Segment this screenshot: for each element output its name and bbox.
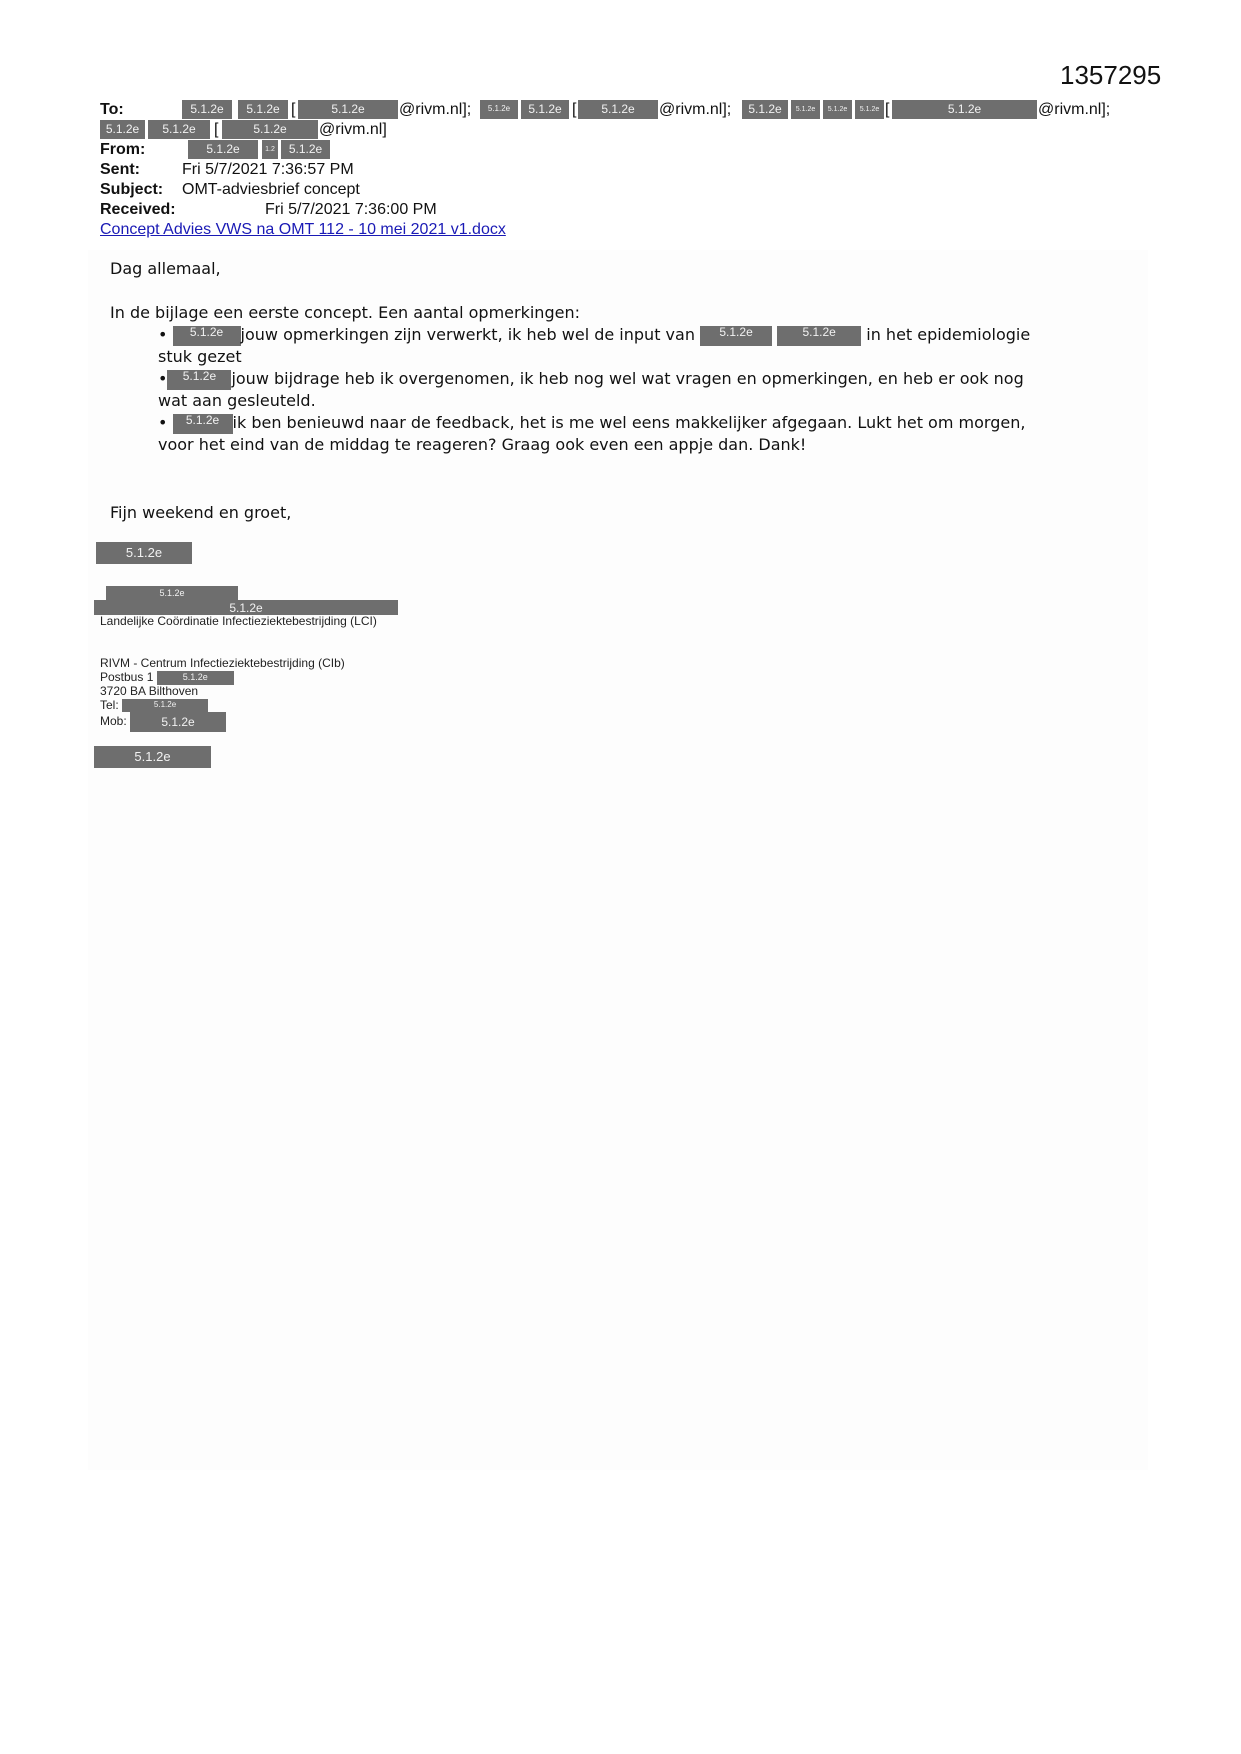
redaction: 5.1.2e	[100, 120, 145, 139]
redaction: 5.1.2e	[855, 100, 884, 119]
redaction: 5.1.2e	[130, 712, 226, 732]
redaction: 5.1.2e	[480, 100, 518, 119]
redaction: 5.1.2e	[700, 326, 772, 346]
to-email-domain[interactable]: @rivm.nl];	[659, 101, 732, 118]
redaction: 5.1.2e	[167, 370, 231, 390]
bullet-marker: •	[158, 413, 168, 432]
to-email-domain[interactable]: @rivm.nl];	[399, 101, 472, 118]
received-label: Received:	[100, 201, 176, 218]
bullet-2-text: jouw bijdrage heb ik overgenomen, ik heb nog wel wat vragen en opmerkingen, en heb er ook nog	[231, 369, 1024, 388]
attachment-link[interactable]: Concept Advies VWS na OMT 112 - 10 mei 2021 v1.docx	[100, 221, 506, 238]
sent-label: Sent:	[100, 161, 140, 178]
subject-label: Subject:	[100, 181, 164, 198]
redaction: 5.1.2e	[188, 140, 258, 159]
redaction: 5.1.2e	[578, 100, 658, 119]
bullet-3-line-2: voor het eind van de middag te reageren? Graag ook even een appje dan. Dank!	[158, 435, 807, 454]
redaction: 5.1.2e	[173, 414, 233, 434]
bracket: [	[291, 101, 296, 118]
bullet-1	[158, 324, 1030, 346]
redaction: 5.1.2e	[94, 600, 398, 615]
to-label: To:	[100, 101, 124, 118]
intro-text: In de bijlage een eerste concept. Een aantal opmerkingen:	[110, 303, 580, 322]
bullet-2-line-2: wat aan gesleuteld.	[158, 391, 316, 410]
signature-postbus	[100, 670, 234, 685]
signature-mob	[100, 712, 226, 732]
greeting: Dag allemaal,	[110, 259, 221, 278]
received-value: Fri 5/7/2021 7:36:00 PM	[265, 201, 437, 218]
bracket: [	[572, 101, 577, 118]
sent-value: Fri 5/7/2021 7:36:57 PM	[182, 161, 354, 178]
redaction: 5.1.2e	[281, 140, 330, 159]
bullet-marker: •	[158, 369, 168, 388]
document-id: 1357295	[1060, 60, 1162, 90]
bracket: [	[214, 121, 219, 138]
redaction: 5.1.2e	[222, 120, 318, 139]
redaction: 5.1.2e	[122, 699, 208, 712]
to-email-domain[interactable]: @rivm.nl]	[319, 121, 387, 138]
redaction: 5.1.2e	[173, 326, 241, 346]
redaction: 5.1.2e	[521, 100, 569, 119]
redaction: 5.1.2e	[777, 326, 861, 346]
redaction: 5.1.2e	[791, 100, 820, 119]
redaction: 5.1.2e	[148, 120, 210, 139]
redaction: 5.1.2e	[238, 100, 288, 119]
bullet-3	[158, 412, 1025, 434]
signature-city: 3720 BA Bilthoven	[100, 684, 199, 698]
redaction: 5.1.2e	[182, 100, 232, 119]
redaction: 5.1.2e	[298, 100, 398, 119]
bullet-1-line-2: stuk gezet	[158, 347, 242, 366]
redaction: 5.1.2e	[742, 100, 788, 119]
signature-org: Landelijke Coördinatie Infectieziektebestrijding (LCI)	[100, 614, 377, 628]
from-label: From:	[100, 141, 146, 158]
to-line-2	[100, 120, 600, 139]
to-email-domain[interactable]: @rivm.nl];	[1038, 101, 1111, 118]
bullet-1-text: jouw opmerkingen zijn verwerkt, ik heb wel de input van	[240, 325, 695, 344]
bullet-marker: •	[158, 325, 168, 344]
bullet-2	[158, 368, 1024, 390]
redaction: 5.1.2e	[94, 746, 211, 768]
signature-rivm: RIVM - Centrum Infectieziektebestrijding (CIb)	[100, 656, 345, 670]
bracket: [	[885, 101, 890, 118]
bullet-1-text-cont: in het epidemiologie	[866, 325, 1031, 344]
subject-value: OMT-adviesbrief concept	[182, 181, 360, 198]
redaction: 5.1.2e	[106, 586, 238, 601]
redaction: 5.1.2e	[157, 671, 234, 685]
postbus-text: Postbus 1	[100, 670, 154, 684]
redaction: 1.2	[262, 140, 278, 159]
from-line	[100, 140, 500, 159]
mob-label: Mob:	[100, 714, 127, 729]
signature-tel	[100, 698, 208, 712]
redaction-signature-name: 5.1.2e	[96, 542, 192, 564]
to-line-1	[100, 100, 1140, 119]
redaction: 5.1.2e	[892, 100, 1037, 119]
closing: Fijn weekend en groet,	[110, 503, 292, 522]
redaction: 5.1.2e	[823, 100, 852, 119]
bullet-3-text: ik ben benieuwd naar de feedback, het is me wel eens makkelijker afgegaan. Lukt het om morgen,	[232, 413, 1026, 432]
tel-label: Tel:	[100, 698, 119, 712]
